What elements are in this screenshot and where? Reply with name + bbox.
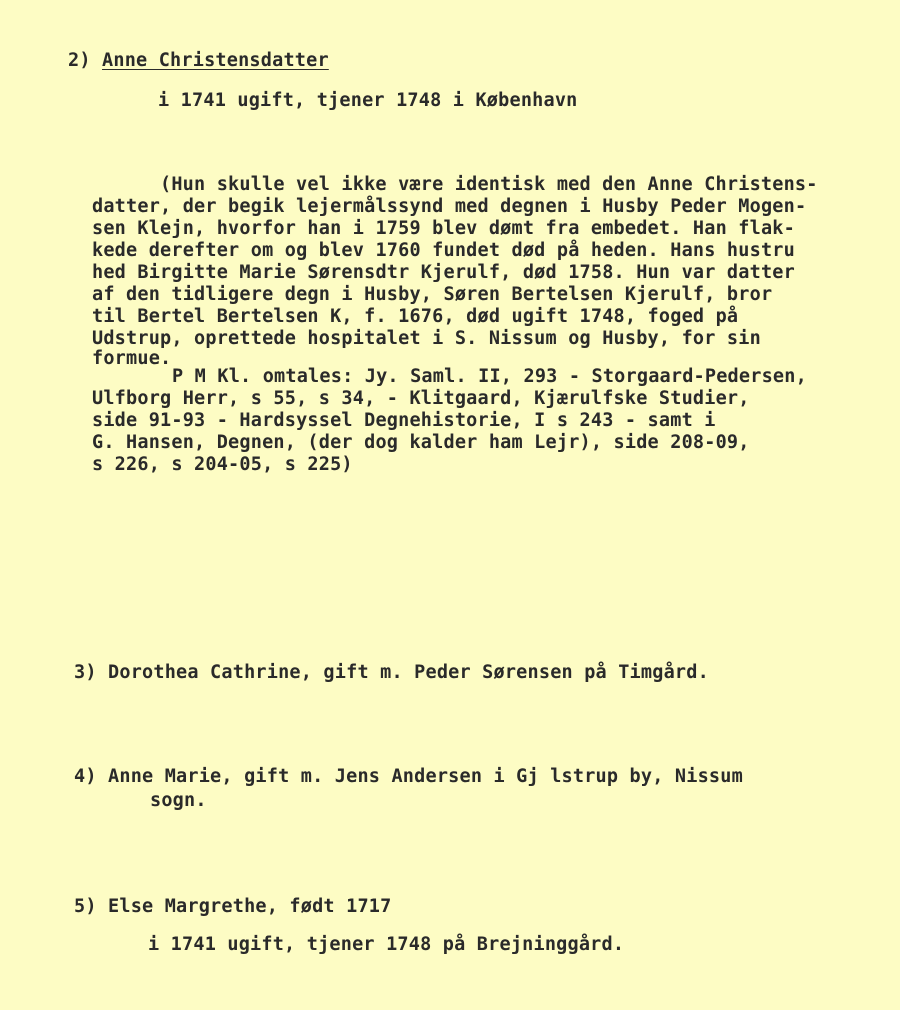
note-line: kede derefter om og blev 1760 fundet død på heden. Hans hustru — [92, 240, 795, 261]
note-line: s 226, s 204-05, s 225) — [92, 454, 353, 475]
entry-2-name: Anne Christensdatter — [102, 50, 329, 71]
note-line: datter, der begik lejermålssynd med degnen i Husby Peder Mogen- — [92, 196, 807, 217]
note-line: hed Birgitte Marie Sørensdtr Kjerulf, død 1758. Hun var datter — [92, 262, 795, 283]
note-line: P M Kl. omtales: Jy. Saml. II, 293 - Storgaard-Pedersen, — [172, 366, 807, 387]
entry-4-line: sogn. — [150, 790, 207, 811]
entry-2-heading — [68, 50, 329, 72]
note-line: Ulfborg Herr, s 55, s 34, - Klitgaard, Kjærulfske Studier, — [92, 388, 750, 409]
entry-3-line: 3) Dorothea Cathrine, gift m. Peder Sørensen på Timgård. — [74, 662, 709, 683]
entry-4-line: 4) Anne Marie, gift m. Jens Andersen i Gj lstrup by, Nissum — [74, 766, 743, 787]
note-line: G. Hansen, Degnen, (der dog kalder ham Lejr), side 208-09, — [92, 432, 750, 453]
entry-2-number: 2) — [68, 50, 91, 71]
note-line: sen Klejn, hvorfor han i 1759 blev dømt fra embedet. Han flak- — [92, 218, 795, 239]
note-line: side 91-93 - Hardsyssel Degnehistorie, I s 243 - samt i — [92, 410, 716, 431]
note-line: af den tidligere degn i Husby, Søren Bertelsen Kjerulf, bror — [92, 284, 773, 305]
note-line: til Bertel Bertelsen K, f. 1676, død ugift 1748, foged på — [92, 306, 739, 327]
note-line: (Hun skulle vel ikke være identisk med den Anne Christens- — [160, 174, 818, 195]
note-line: formue. — [92, 348, 172, 369]
note-line: Udstrup, oprettede hospitalet i S. Nissum og Husby, for sin — [92, 328, 761, 349]
entry-2-detail: i 1741 ugift, tjener 1748 i København — [158, 90, 578, 111]
entry-5-line: i 1741 ugift, tjener 1748 på Brejninggård. — [148, 934, 625, 955]
entry-5-line: 5) Else Margrethe, født 1717 — [74, 896, 392, 917]
